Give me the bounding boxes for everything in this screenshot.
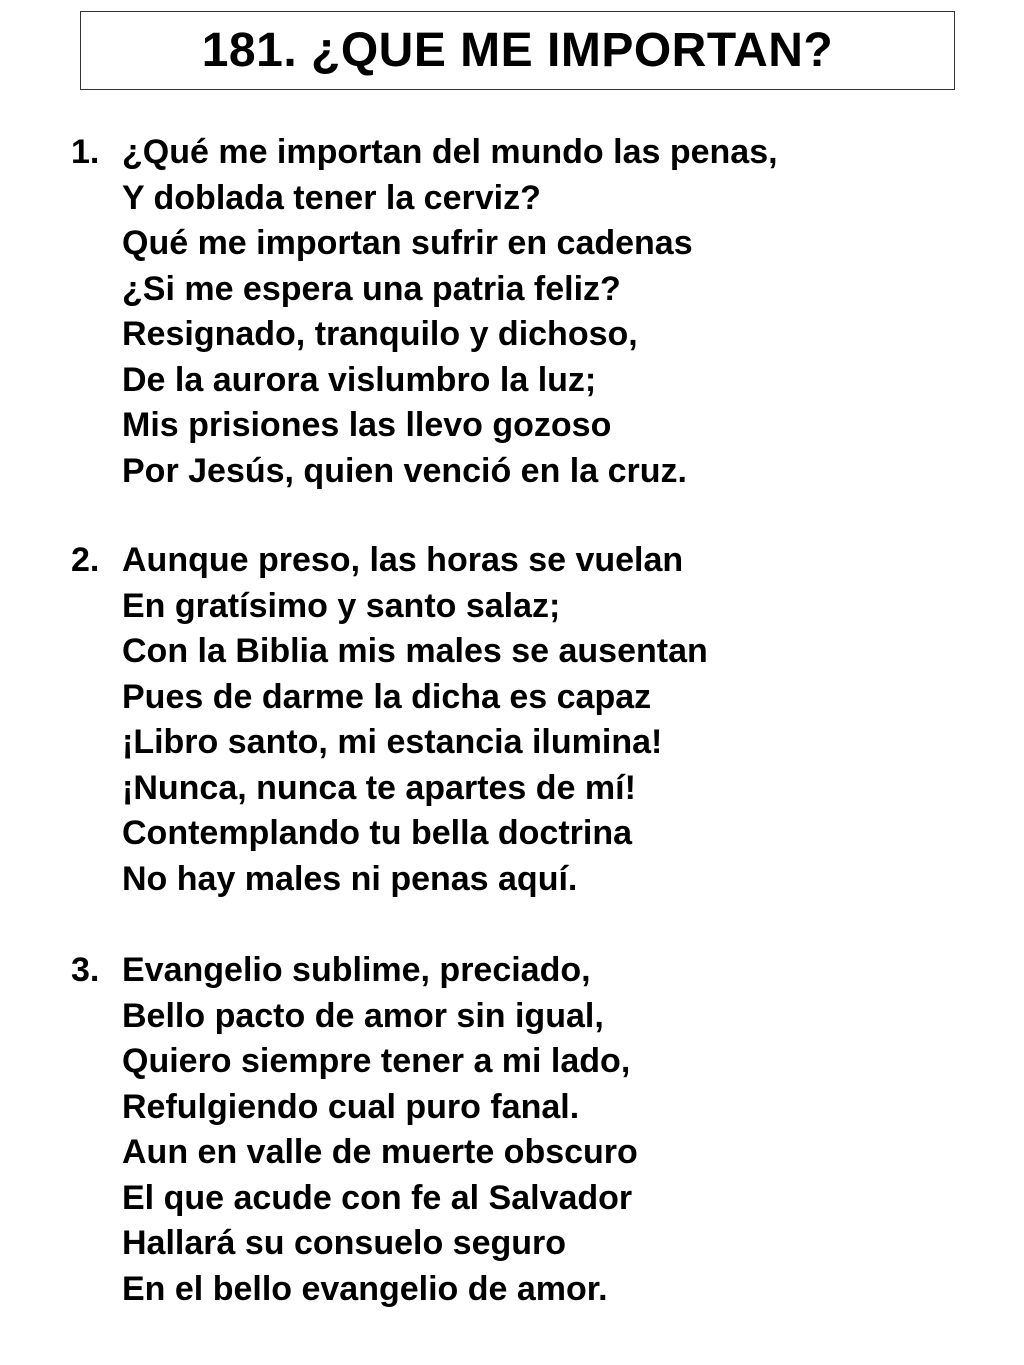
verse-line: De la aurora vislumbro la luz; [122,360,597,399]
page-title: 181. ¿QUE ME IMPORTAN? [201,23,834,77]
verse-line: ¿Si me espera una patria feliz? [122,269,621,308]
verse-line: En gratísimo y santo salaz; [122,586,561,625]
verse-line: Aunque preso, las horas se vuelan [122,541,684,579]
verse-line: Mis prisiones las llevo gozoso [122,406,612,444]
verse-line: Aun en valle de muerte obscuro [122,1133,638,1171]
verse-number: 3. [71,951,100,989]
verse-line: Contemplando tu bella doctrina [122,814,633,852]
verse-line: Pues de darme la dicha es capaz [122,677,652,716]
verse-line: En el bello evangelio de amor. [122,1269,608,1308]
title-box [80,11,955,90]
verse-3 [71,948,1001,1312]
verse-line: El que acude con fe al Salvador [122,1178,633,1217]
verse-1 [71,130,1001,494]
verse-line: Evangelio sublime, preciado, [122,951,591,989]
verse-line: Y doblada tener la cerviz? [122,178,541,217]
verse-line: ¡Nunca, nunca te apartes de mí! [122,768,636,807]
verse-line: No hay males ni penas aquí. [122,859,578,898]
verse-2 [71,538,1001,902]
verse-line: Resignado, tranquilo y dichoso, [122,315,638,353]
verse-line: Quiero siempre tener a mi lado, [122,1042,631,1080]
verse-line: Por Jesús, quien venció en la cruz. [122,451,687,490]
verse-number: 2. [71,541,100,579]
verse-line: Con la Biblia mis males se ausentan [122,632,708,670]
verse-line: Bello pacto de amor sin igual, [122,996,604,1035]
verse-line: Qué me importan sufrir en cadenas [122,224,693,262]
verse-line: ¡Libro santo, mi estancia ilumina! [122,723,663,761]
verse-line: Refulgiendo cual puro fanal. [122,1087,580,1126]
verse-number: 1. [71,133,100,171]
verse-line: Hallará su consuelo seguro [122,1224,567,1262]
verse-line: ¿Qué me importan del mundo las penas, [122,133,778,171]
